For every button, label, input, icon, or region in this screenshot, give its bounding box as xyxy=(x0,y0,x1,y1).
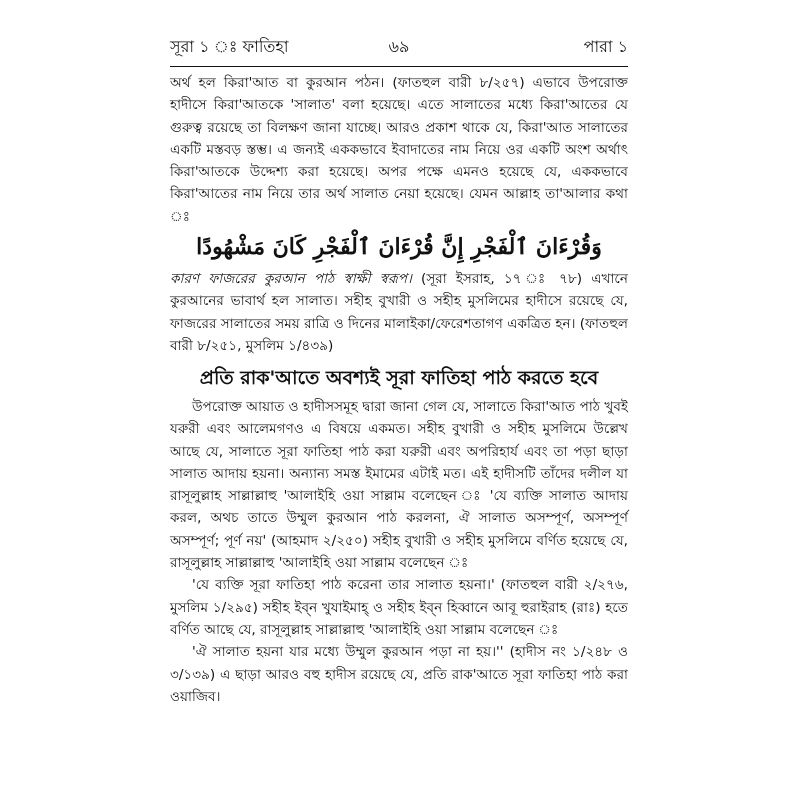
paragraph-2-rest: (সূরা ইসরাহ, ১৭ ঃ ৭৮) এখানে কুরআনের ভাবার্থ হল সালাত। সহীহ বুখারী ও সহীহ মুসলিমের হাদীসে রয়েছে যে, ফাজরের সালাতের সময় রাত্রি ও দিনের মালাইকা/ফেরেশতাগণ একত্রিত হন। (ফাতহুল বারী ৮/২৫১, মুসলিম ১/৪৩৯) xyxy=(170,271,629,354)
paragraph-3: উপরোক্ত আয়াত ও হাদীসসমূহ দ্বারা জানা গেল যে, সালাতে কিরা'আত পাঠ খুবই যরুরী এবং আলেমগণও এ বিষয়ে একমত। সহীহ বুখারী ও সহীহ মুসলিমে উল্লেখ আছে যে, সালাতে সূরা ফাতিহা পাঠ করা যরুরী এবং অপরিহার্য এবং তা পড়া ছাড়া সালাত আদায় হয়না। অন্যান্য সমস্ত ইমামের এটাই মত। এই হাদীসটি তাঁদের দলীল যা রাসূলুল্লাহ সাল্লাল্লাহু 'আলাইহি ওয়া সাল্লাম বলেছেন ঃ 'যে ব্যক্তি সালাত আদায় করল, অথচ তাতে উম্মুল কুরআন পাঠ করলনা, ঐ সালাত অসম্পূর্ণ, অসম্পূর্ণ অসম্পূর্ণ; পূর্ণ নয়' (আহমাদ ২/২৫০) সহীহ বুখারী ও সহীহ মুসলিমে বর্ণিত হয়েছে যে, রাসূলুল্লাহ সাল্লাল্লাহু 'আলাইহি ওয়া সাল্লাম বলেছেন ঃ xyxy=(170,399,628,572)
paragraph-4: 'যে ব্যক্তি সূরা ফাতিহা পাঠ করেনা তার সালাত হয়না।' (ফাতহুল বারী ২/২৭৬, মুসলিম ১/২৯৫) সহীহ ইব্ন খুযাইমাহ্ ও সহীহ ইব্ন হিব্বানে আবূ হুরাইরাহ (রাঃ) হতে বর্ণিত আছে যে, রাসূলুল্লাহ সাল্লাল্লাহু 'আলাইহি ওয়া সাল্লাম বলেছেন ঃ xyxy=(170,577,628,638)
page-number: ৬৯ xyxy=(388,37,410,56)
header-rule xyxy=(170,66,628,67)
section-heading: প্রতি রাক'আতে অবশ্যই সূরা ফাতিহা পাঠ করতে হবে xyxy=(199,367,599,389)
paragraph-2 xyxy=(170,268,628,357)
paragraph-section-body xyxy=(170,396,628,708)
page-header xyxy=(170,34,628,58)
paragraph-5: 'ঐ সালাত হয়না যার মধ্যে উম্মুল কুরআন পড়া না হয়।'' (হাদীস নং ১/২৪৮ ও ৩/১৩৯) এ ছাড়া আরও বহু হাদীস রয়েছে যে, প্রতি রাক'আতে সূরা ফাতিহা পাঠ করা ওয়াজিব। xyxy=(170,644,628,705)
arabic-verse: وَقُرْءَانَ ٱلْفَجْرِ إِنَّ قُرْءَانَ ٱلْفَجْرِ كَانَ مَشْهُودًا xyxy=(196,234,602,260)
verse-translation: কারণ ফাজরের কুরআন পাঠ স্বাক্ষী স্বরূপ। xyxy=(170,271,412,287)
header-surah-label: সূরা ১ ঃ ফাতিহা xyxy=(170,37,289,56)
paragraph-translation xyxy=(170,268,628,357)
header-para-label: পারা ১ xyxy=(583,37,628,56)
paragraph-intro xyxy=(170,72,628,228)
paragraph-1: অর্থ হল কিরা'আত বা কুরআন পঠন। (ফাতহুল বারী ৮/২৫৭) এভাবে উপরোক্ত হাদীসে কিরা'আতকে 'সালাত' বলা হয়েছে। এতে সালাতের মধ্যে কিরা'আতের যে গুরুত্ব রয়েছে তা বিলক্ষণ জানা যাচ্ছে। আরও প্রকাশ থাকে যে, কিরা'আত সালাতের একটি মস্তবড় স্তম্ভ। এ জন্যই এককভাবে ইবাদাতের নাম নিয়ে ওর একটি অংশ অর্থাৎ কিরা'আতকে উদ্দেশ্য করা হয়েছে। অপর পক্ষে এমনও হয়েছে যে, এককভাবে কিরা'আতের নাম নিয়ে তার অর্থ সালাত নেয়া হয়েছে। যেমন আল্লাহ তা'আলার কথা ঃ xyxy=(170,75,628,225)
